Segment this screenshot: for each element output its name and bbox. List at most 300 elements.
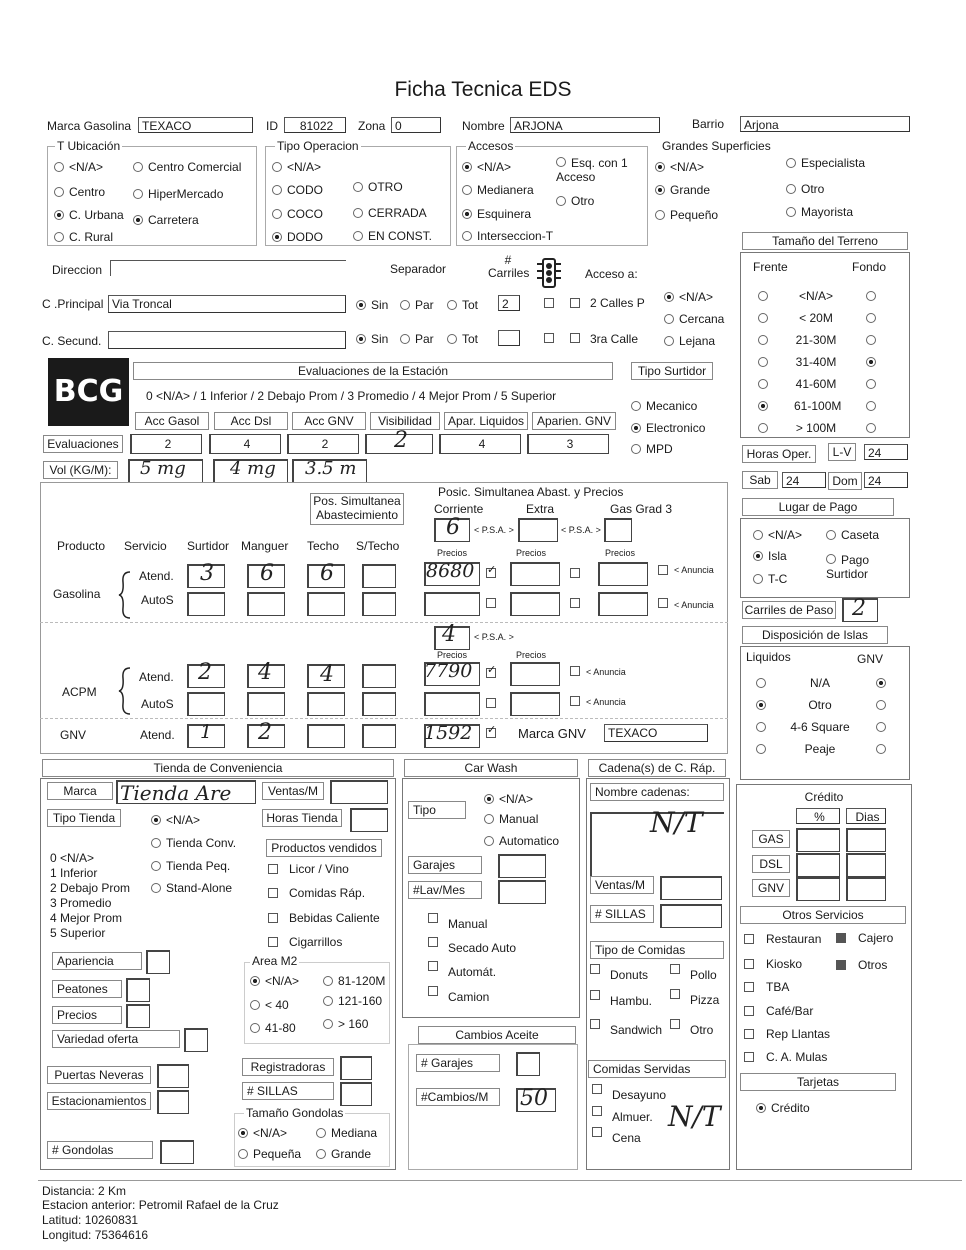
id-label: ID <box>266 119 278 133</box>
islas-box <box>740 646 910 780</box>
terreno-frente-0[interactable] <box>758 289 773 303</box>
gasolina-brace-icon <box>118 570 132 620</box>
oper-codo[interactable]: CODO <box>272 183 323 197</box>
cw-check-1[interactable] <box>428 937 438 947</box>
gnv-precio-value: 1592 <box>424 722 473 744</box>
aceite-garajes-label: # Garajes <box>416 1054 500 1072</box>
c-principal-label: C .Principal <box>42 297 104 311</box>
gnv-surt-value: 1 <box>200 721 213 743</box>
zona-field[interactable]: 0 <box>391 117 441 133</box>
gondolas-label: # Gondolas <box>47 1141 153 1159</box>
terreno-frente-1[interactable] <box>758 311 773 325</box>
cs-sin[interactable]: Sin <box>356 332 388 346</box>
pago-caseta[interactable]: Caseta <box>826 528 879 542</box>
terreno-opt-0: <N/A> <box>798 289 834 303</box>
otros-check-6[interactable] <box>744 1029 754 1039</box>
acpm-precios-2: Precios <box>516 650 547 660</box>
cadenas-ventas-box[interactable] <box>660 876 722 900</box>
horas-dom: Dom <box>828 472 862 490</box>
regis-label: Registradoras <box>242 1058 334 1076</box>
acpm-autos-techo[interactable] <box>307 692 345 716</box>
comida-check-0[interactable] <box>590 964 600 974</box>
tienda-eval-box-2[interactable] <box>126 1004 150 1028</box>
gas-extra-precio[interactable] <box>510 562 560 586</box>
carriles-label: # Carriles <box>488 253 530 280</box>
gas-stecho-box[interactable] <box>362 564 396 588</box>
cs-tot[interactable]: Tot <box>447 332 478 346</box>
gas3-psa-box[interactable] <box>604 518 632 542</box>
extra-psa-box[interactable] <box>518 518 558 542</box>
islas-opt-3: Peaje <box>804 742 836 756</box>
gond-grande[interactable]: Grande <box>316 1147 371 1161</box>
cw-check-label-1: Secado Auto <box>448 941 517 955</box>
area-81-120[interactable]: 81-120M <box>323 974 385 988</box>
cw-check-label-3: Camion <box>448 990 490 1004</box>
otros-check-5[interactable] <box>744 1006 754 1016</box>
nombre-field[interactable]: ARJONA <box>510 117 660 133</box>
islas-gnv-1[interactable] <box>876 698 891 712</box>
cp-tot[interactable]: Tot <box>447 298 478 312</box>
otros-check-1[interactable] <box>836 933 846 943</box>
terreno-fondo-5[interactable] <box>866 399 881 413</box>
otros-label-2: Kiosko <box>766 957 803 971</box>
tienda-scale-4: 4 Mejor Prom <box>50 911 123 925</box>
credito-pct-box-2[interactable] <box>796 877 840 901</box>
cw-na[interactable]: <N/A> <box>484 792 533 806</box>
comida-check-2[interactable] <box>590 990 600 1000</box>
acpm-extra-precio[interactable] <box>510 662 560 686</box>
traffic-light-icon <box>536 258 562 288</box>
horas-tienda-box[interactable] <box>350 808 388 832</box>
marca-field[interactable]: TEXACO <box>138 117 253 133</box>
gond-pequena[interactable]: Pequeña <box>238 1147 301 1161</box>
gas-psa-value: 6 <box>446 515 460 540</box>
area-title: Area M2 <box>252 954 298 968</box>
ubic-na[interactable]: <N/A> <box>54 160 103 174</box>
gas-autos-techo[interactable] <box>307 592 345 616</box>
cs-check-2[interactable] <box>570 333 580 343</box>
gas-anuncia-label: < Anuncia <box>674 565 714 575</box>
acpm-stecho-box[interactable] <box>362 664 396 688</box>
islas-gnv-2[interactable] <box>876 720 891 734</box>
eval-val-3: 2 <box>394 428 408 453</box>
cw-check-label-0: Manual <box>448 917 488 931</box>
surt-mpd[interactable]: MPD <box>631 442 673 456</box>
cw-lav-label: #Lav/Mes <box>408 881 482 899</box>
terreno-frente-5[interactable] <box>758 399 773 413</box>
separador-label: Separador <box>390 262 447 276</box>
eval-val-4: 4 <box>478 437 486 451</box>
area-41-80[interactable]: 41-80 <box>250 1021 296 1035</box>
terreno-frente: Frente <box>753 260 788 274</box>
c-principal-field[interactable]: Via Troncal <box>108 295 346 313</box>
marca-gnv-field[interactable]: TEXACO <box>604 724 708 742</box>
carwash-tipo-label: Tipo <box>408 801 466 819</box>
tienda-ventas-box[interactable] <box>330 780 388 804</box>
islas-liq-2[interactable] <box>756 720 771 734</box>
comida-label-4: Sandwich <box>610 1023 663 1037</box>
divider-1 <box>40 622 728 623</box>
acc-na[interactable]: <N/A> <box>462 160 511 174</box>
gas-autos-check2[interactable] <box>570 598 580 608</box>
islas-liq-3[interactable] <box>756 742 771 756</box>
gs-mayorista[interactable]: Mayorista <box>786 205 853 219</box>
terreno-fondo-4[interactable] <box>866 377 881 391</box>
terreno-title: Tamaño del Terreno <box>742 232 908 250</box>
oper-otro[interactable]: OTRO <box>353 180 403 194</box>
cadenas-sillas-label: # SILLAS <box>590 905 654 923</box>
credito-title: Crédito <box>804 790 844 804</box>
gnv-techo-box[interactable] <box>307 724 345 748</box>
oper-coco[interactable]: COCO <box>272 207 323 221</box>
comida-check-5[interactable] <box>670 1019 680 1029</box>
credito-row-0: GAS <box>752 830 790 848</box>
terreno-fondo-0[interactable] <box>866 289 881 303</box>
gnv-stecho-box[interactable] <box>362 724 396 748</box>
precios-2: Precios <box>516 548 547 558</box>
islas-opt-2: 4-6 Square <box>790 720 850 734</box>
direccion-label: Direccion <box>52 263 103 277</box>
barrio-field[interactable]: Arjona <box>740 116 910 132</box>
oper-na[interactable]: <N/A> <box>272 160 321 174</box>
area-gt160[interactable]: > 160 <box>323 1017 368 1031</box>
servida-check-1[interactable] <box>592 1106 602 1116</box>
estac-box[interactable] <box>157 1090 189 1114</box>
terreno-fondo-2[interactable] <box>866 333 881 347</box>
tienda-scale-5: 5 Superior <box>50 926 106 940</box>
gas-extra-check[interactable] <box>570 568 580 578</box>
eval-val-0: 2 <box>164 437 172 451</box>
col-manguer: Manguer <box>241 539 289 553</box>
area-121-160[interactable]: 121-160 <box>323 994 382 1008</box>
cw-lav-box[interactable] <box>498 880 546 904</box>
acpm-mang-value: 4 <box>258 660 272 685</box>
gas-autos-anuncia: < Anuncia <box>674 600 714 610</box>
gas-autos-gas3[interactable] <box>598 592 648 616</box>
gond-na[interactable]: <N/A> <box>238 1126 287 1140</box>
acpm-autos-precio[interactable] <box>424 692 480 716</box>
gs-especialista[interactable]: Especialista <box>786 156 865 170</box>
footer-longitud: Longitud: 75364616 <box>42 1228 149 1242</box>
gas-autos-precio[interactable] <box>424 592 480 616</box>
gas-autos-surt[interactable] <box>187 592 225 616</box>
tienda-marca-label: Marca <box>47 782 113 800</box>
pago-tc[interactable]: T-C <box>753 572 787 586</box>
gs-na[interactable]: <N/A> <box>655 160 704 174</box>
check-mark-icon: ✓ <box>487 564 497 576</box>
acpm-autos-stecho[interactable] <box>362 692 396 716</box>
gas-gas3-check[interactable] <box>658 565 668 575</box>
otros-check-7[interactable] <box>744 1052 754 1062</box>
otros-check-3[interactable] <box>836 960 846 970</box>
cadenas-sillas-box[interactable] <box>660 904 722 928</box>
credito-dias-box-1[interactable] <box>846 853 886 877</box>
acpm-autos-extra[interactable] <box>510 692 560 716</box>
prod-check-0[interactable] <box>268 864 278 874</box>
comida-label-3: Pizza <box>690 993 720 1007</box>
gondolas-title: Tamaño Gondolas <box>246 1106 344 1120</box>
carriles-paso-value: 2 <box>852 596 866 621</box>
tienda-eval-1: Peatones <box>52 980 122 998</box>
credito-dias-box-2[interactable] <box>846 877 886 901</box>
terreno-fondo-1[interactable] <box>866 311 881 325</box>
tienda-eval-box-0[interactable] <box>146 950 170 974</box>
ubic-carretera[interactable]: Carretera <box>133 213 199 227</box>
gs-otro[interactable]: Otro <box>786 182 824 196</box>
servida-check-2[interactable] <box>592 1127 602 1137</box>
gond-mediana[interactable]: Mediana <box>316 1126 377 1140</box>
credito-row-2: GNV <box>752 879 790 897</box>
ubic-centro[interactable]: Centro <box>54 185 105 199</box>
terreno-fondo-3[interactable] <box>866 355 881 369</box>
acpm-brace-icon <box>118 666 132 716</box>
cw-manual[interactable]: Manual <box>484 812 538 826</box>
acpm-atend-label: Atend. <box>139 670 174 684</box>
eval-col-4: Apar. Liquidos <box>444 412 528 430</box>
comida-label-2: Hambu. <box>610 994 653 1008</box>
terreno-frente-6[interactable] <box>758 421 773 435</box>
otros-check-4[interactable] <box>744 982 754 992</box>
tarjeta-credito[interactable]: Crédito <box>756 1101 810 1115</box>
acpm-autos-check[interactable] <box>486 698 496 708</box>
aceite-cambios-value: 50 <box>520 1086 548 1111</box>
terreno-fondo-6[interactable] <box>866 421 881 435</box>
aceite-garajes-box[interactable] <box>516 1052 540 1076</box>
cw-automatico[interactable]: Automatico <box>484 834 559 848</box>
vol-gnv: 3.5 m <box>305 458 357 479</box>
tienda-sillas-box[interactable] <box>340 1082 372 1106</box>
otros-label-4: TBA <box>766 980 790 994</box>
horas-dom-field[interactable]: 24 <box>864 472 908 488</box>
tienda-sillas-label: # SILLAS <box>242 1082 334 1100</box>
cs-par[interactable]: Par <box>400 332 434 346</box>
gas-autos-extra[interactable] <box>510 592 560 616</box>
comida-check-3[interactable] <box>670 989 680 999</box>
servidas-na-mark: N/T <box>668 1100 721 1133</box>
cs-carriles-field[interactable] <box>498 330 520 346</box>
comida-label-5: Otro <box>690 1023 714 1037</box>
gas-autos-mang[interactable] <box>247 592 285 616</box>
cp-check-2[interactable] <box>570 298 580 308</box>
pago-isla[interactable]: Isla <box>753 549 787 563</box>
islas-liquidos: Liquidos <box>746 650 791 664</box>
cw-check-label-2: Automát. <box>448 965 497 979</box>
servida-check-0[interactable] <box>592 1084 602 1094</box>
comida-label-0: Donuts <box>610 968 649 982</box>
area-lt40[interactable]: < 40 <box>250 998 289 1012</box>
acc-esquinera[interactable]: Esquinera <box>462 207 531 221</box>
surt-mecanico[interactable]: Mecanico <box>631 399 697 413</box>
horas-lv: L-V <box>828 443 856 461</box>
gs-pequeno[interactable]: Pequeño <box>655 208 718 222</box>
terreno-frente-4[interactable] <box>758 377 773 391</box>
terreno-fondo: Fondo <box>852 260 887 274</box>
terreno-opt-2: 21-30M <box>795 333 837 347</box>
pago-surtidor-label: Pago Surtidor <box>826 553 870 581</box>
ubic-centro-comercial[interactable]: Centro Comercial <box>133 160 241 174</box>
pago-surtidor[interactable] <box>826 553 896 581</box>
acceso-a-label: Acceso a: <box>585 267 638 281</box>
corriente-label: Corriente <box>434 502 484 516</box>
col-producto: Producto <box>57 539 106 553</box>
precios-3: Precios <box>605 548 636 558</box>
prod-check-3[interactable] <box>268 937 278 947</box>
acc-interseccion[interactable]: Interseccion-T <box>462 229 553 243</box>
gas-precio-value: 8680 <box>426 560 475 582</box>
tienda-eval-box-1[interactable] <box>126 978 150 1002</box>
puertas-box[interactable] <box>157 1064 189 1088</box>
prod-label-0: Licor / Vino <box>289 862 349 876</box>
pago-na[interactable]: <N/A> <box>753 528 802 542</box>
eval-col-0: Acc Gasol <box>135 412 209 430</box>
gas-psa-1: < P.S.A. > <box>474 525 514 535</box>
acpm-techo-value: 4 <box>320 662 334 687</box>
tienda-tipo-conv[interactable]: Tienda Conv. <box>151 836 236 850</box>
acc-a-lejana[interactable]: Lejana <box>664 334 715 348</box>
oper-en-const[interactable]: EN CONST. <box>353 229 432 243</box>
gas-autos-label: AutoS <box>141 593 174 607</box>
marca-gnv-label: Marca GNV <box>518 726 586 741</box>
prod-check-1[interactable] <box>268 888 278 898</box>
cw-check-2[interactable] <box>428 961 438 971</box>
islas-gnv-0[interactable] <box>876 676 891 690</box>
otros-check-2[interactable] <box>744 959 754 969</box>
eval-val-1: 4 <box>243 437 251 451</box>
tienda-tipo-stand[interactable]: Stand-Alone <box>151 881 232 895</box>
islas-liq-0[interactable] <box>756 676 771 690</box>
surt-electronico[interactable]: Electronico <box>631 421 705 435</box>
acpm-autos-check2[interactable] <box>570 696 580 706</box>
tipo-tienda-label: Tipo Tienda <box>47 809 121 827</box>
terreno-opt-1: < 20M <box>799 311 833 325</box>
grandes-title: Grandes Superficies <box>662 139 771 153</box>
direccion-field[interactable] <box>110 260 346 276</box>
ubic-c-rural[interactable]: C. Rural <box>54 230 113 244</box>
gas-gas3-precio[interactable] <box>598 562 648 586</box>
eval-title: Evaluaciones de la Estación <box>133 362 613 380</box>
gas-mang-value: 6 <box>260 561 274 586</box>
nombre-cadenas-label: Nombre cadenas: <box>590 783 724 801</box>
horas-sab-field[interactable]: 24 <box>782 472 826 488</box>
c-secund-label: C. Secund. <box>42 334 102 348</box>
acc-a-na[interactable]: <N/A> <box>664 290 713 304</box>
acpm-autos-surt[interactable] <box>187 692 225 716</box>
tienda-eval-box-3[interactable] <box>184 1028 208 1052</box>
islas-gnv: GNV <box>857 652 884 666</box>
acc-esq-1[interactable] <box>556 156 636 184</box>
credito-pct-box-1[interactable] <box>796 853 840 877</box>
cp-par[interactable]: Par <box>400 298 434 312</box>
otros-label-6: Rep Llantas <box>766 1027 831 1041</box>
acpm-psa: < P.S.A. > <box>474 632 514 642</box>
cp-check-1[interactable] <box>544 298 554 308</box>
credito-dias-box-0[interactable] <box>846 828 886 852</box>
gnv-atend-label: Atend. <box>140 728 175 742</box>
regis-box[interactable] <box>340 1056 372 1080</box>
servida-label-0: Desayuno <box>612 1088 667 1102</box>
comida-check-1[interactable] <box>670 964 680 974</box>
precios-1: Precios <box>437 548 468 558</box>
cw-garajes-box[interactable] <box>498 854 546 878</box>
acc-medianera[interactable]: Medianera <box>462 183 534 197</box>
tienda-tipo-peq[interactable]: Tienda Peq. <box>151 859 230 873</box>
eval-scale: 0 <N/A> / 1 Inferior / 2 Debajo Prom / 3 Promedio / 4 Mejor Prom / 5 Superior <box>146 389 557 403</box>
terreno-frente-2[interactable] <box>758 333 773 347</box>
terreno-opt-4: 41-60M <box>795 377 837 391</box>
c-secund-field[interactable] <box>108 331 346 349</box>
islas-gnv-3[interactable] <box>876 742 891 756</box>
eval-col-5: Aparien. GNV <box>532 412 616 430</box>
islas-liq-1[interactable] <box>756 698 771 712</box>
eval-val-5: 3 <box>566 437 574 451</box>
tienda-tipo-na[interactable]: <N/A> <box>151 813 200 827</box>
ubic-hipermercado[interactable]: HiperMercado <box>133 187 223 201</box>
comida-check-4[interactable] <box>590 1019 600 1029</box>
acc-otro[interactable]: Otro <box>556 194 594 208</box>
acpm-extra-check[interactable] <box>570 666 580 676</box>
acc-a-cercana[interactable]: Cercana <box>664 312 724 326</box>
credito-pct: % <box>796 808 840 824</box>
productos-vendidos-label: Productos vendidos <box>266 839 382 857</box>
gas-autos-check3[interactable] <box>658 598 668 608</box>
page-title: Ficha Tecnica EDS <box>394 78 572 101</box>
gas-autos-check[interactable] <box>486 598 496 608</box>
cadenas-ventas-label: Ventas/M <box>590 876 654 894</box>
col-techo: Techo <box>307 539 340 553</box>
divider-2 <box>40 718 728 719</box>
tienda-scale-1: 1 Inferior <box>50 866 98 880</box>
eval-col-2: Acc GNV <box>292 412 366 430</box>
area-na[interactable]: <N/A> <box>250 974 299 988</box>
pago-title: Lugar de Pago <box>742 498 894 516</box>
acpm-autos-mang[interactable] <box>247 692 285 716</box>
cp-carriles-field[interactable]: 2 <box>498 295 520 311</box>
prod-check-2[interactable] <box>268 913 278 923</box>
gondolas-box[interactable] <box>160 1140 194 1164</box>
footer-estacion: Estacion anterior: Petromil Rafael de la Cruz <box>42 1198 279 1212</box>
terreno-frente-3[interactable] <box>758 355 773 369</box>
gas-autos-stecho[interactable] <box>362 592 396 616</box>
horas-lv-field[interactable]: 24 <box>864 444 908 460</box>
otros-label-0: Restauran <box>766 932 822 946</box>
gnv-mang-value: 2 <box>258 720 272 745</box>
horas-label: Horas Oper. <box>742 445 816 463</box>
id-field[interactable]: 81022 <box>284 117 346 133</box>
oper-dodo[interactable]: DODO <box>272 230 323 244</box>
credito-pct-box-0[interactable] <box>796 828 840 852</box>
acpm-surt-value: 2 <box>198 660 212 685</box>
cs-check-1[interactable] <box>544 333 554 343</box>
carwash-title: Car Wash <box>404 759 578 777</box>
cw-check-0[interactable] <box>428 913 438 923</box>
puertas-label: Puertas Neveras <box>47 1066 151 1084</box>
col-s-techo: S/Techo <box>356 539 400 553</box>
servida-label-2: Cena <box>612 1131 641 1145</box>
otros-check-0[interactable] <box>744 934 754 944</box>
oper-cerrada[interactable]: CERRADA <box>353 206 427 220</box>
acpm-label: ACPM <box>62 685 97 699</box>
ubic-c-urbana[interactable]: C. Urbana <box>54 208 124 222</box>
tienda-scale-3: 3 Promedio <box>50 896 112 910</box>
cw-check-3[interactable] <box>428 986 438 996</box>
islas-title: Disposición de Islas <box>742 626 888 644</box>
prod-label-3: Cigarrillos <box>289 935 343 949</box>
terreno-opt-5: 61-100M <box>794 399 842 413</box>
prod-label-1: Comidas Ráp. <box>289 886 366 900</box>
gs-grande[interactable]: Grande <box>655 183 710 197</box>
cp-sin[interactable]: Sin <box>356 298 388 312</box>
credito-dias: Dias <box>846 808 886 824</box>
